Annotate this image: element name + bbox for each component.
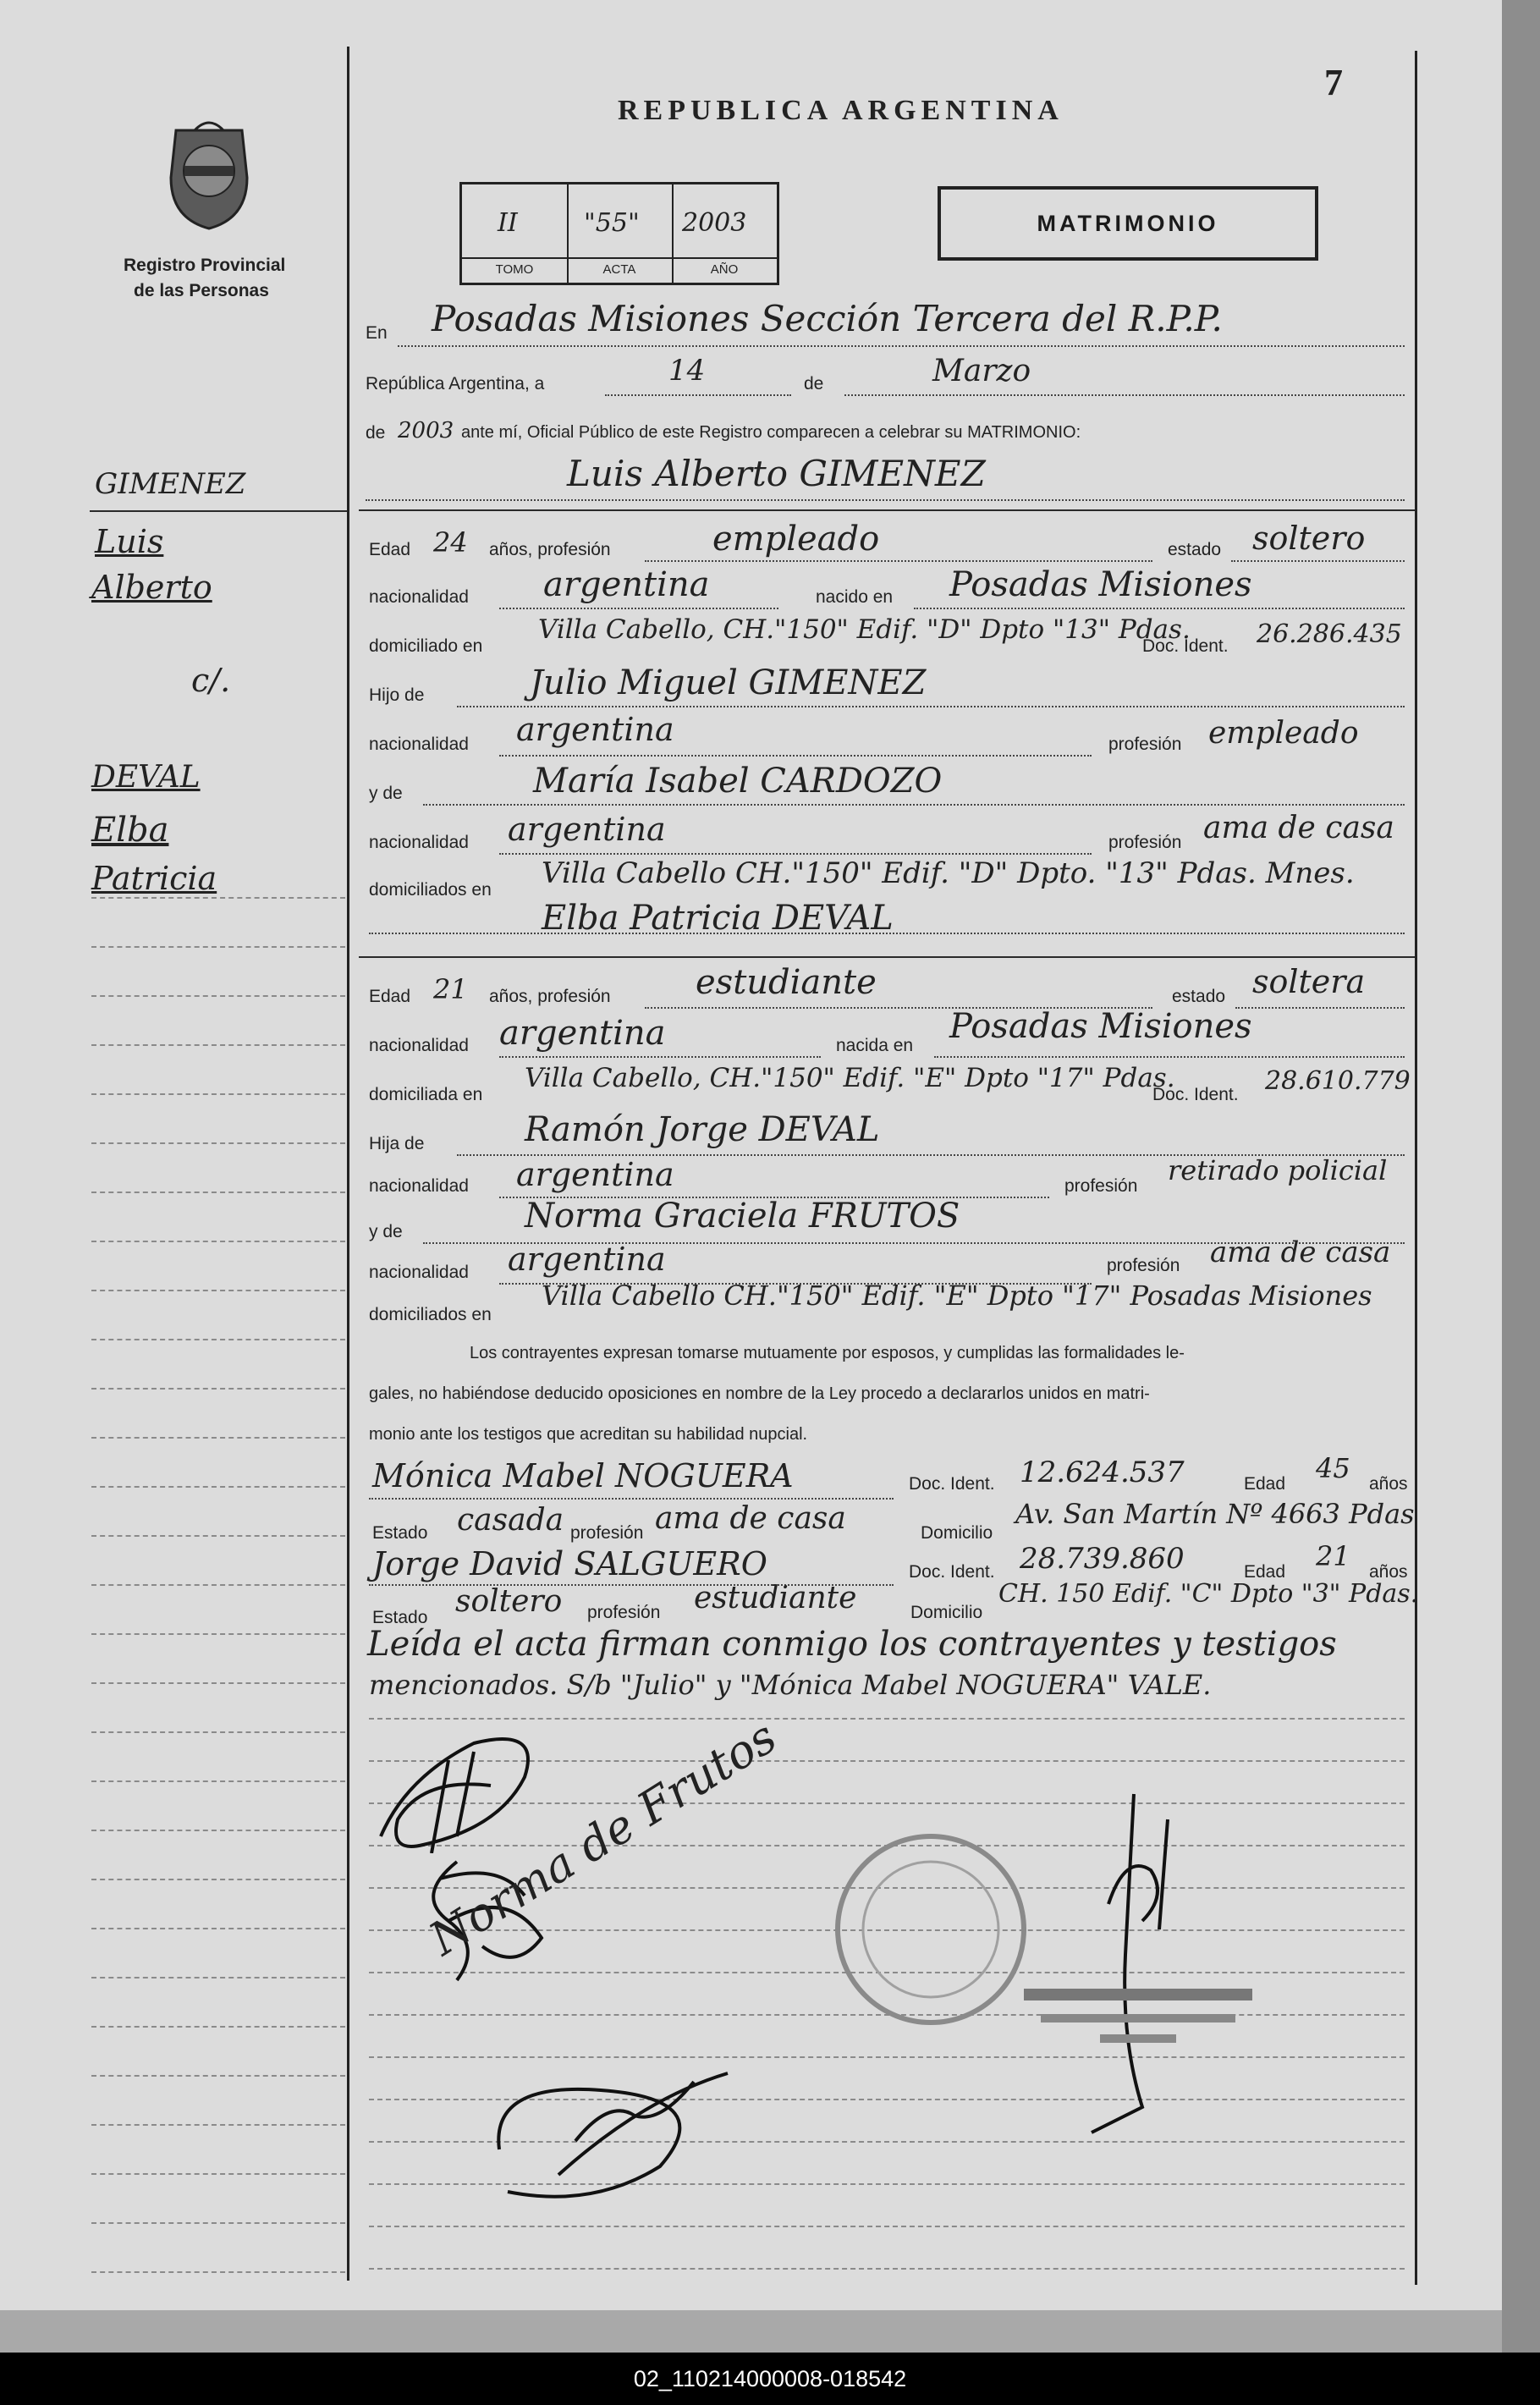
label-groom-father-prof: profesión bbox=[1108, 735, 1182, 754]
label-de-2: de bbox=[366, 423, 386, 443]
margin-groom-name1: Luis bbox=[95, 523, 164, 560]
groom-prof-line bbox=[645, 560, 1152, 562]
ano-value: 2003 bbox=[682, 208, 747, 238]
label-groom-dom: domiciliado en bbox=[369, 636, 483, 656]
groom-father-line bbox=[457, 706, 1405, 707]
groom-doc-number: 26.286.435 bbox=[1257, 619, 1402, 649]
witness-1-address: Av. San Martín Nº 4663 Pdas bbox=[1015, 1498, 1415, 1530]
bride-nac-line bbox=[499, 1056, 821, 1058]
label-bride-estado: estado bbox=[1172, 987, 1226, 1006]
label-bride-doc: Doc. Ident. bbox=[1152, 1085, 1239, 1104]
label-bride-mother-prof: profesión bbox=[1107, 1256, 1180, 1275]
label-bride-father-prof: profesión bbox=[1064, 1176, 1138, 1196]
label-groom-mother-nac: nacionalidad bbox=[369, 833, 469, 852]
label-witness-2-dom: Domicilio bbox=[910, 1603, 983, 1622]
margin-rule-line bbox=[91, 1928, 345, 1929]
margin-rule-line bbox=[91, 1830, 345, 1831]
acta-cell bbox=[567, 184, 674, 283]
label-rep-arg: República Argentina, a bbox=[366, 374, 545, 393]
margin-rule-line bbox=[91, 1731, 345, 1733]
bride-mother-name: Norma Graciela FRUTOS bbox=[525, 1197, 960, 1236]
bottom-scan-edge bbox=[0, 2310, 1502, 2353]
declaration-line-3: monio ante los testigos que acreditan su habilidad nupcial. bbox=[369, 1425, 808, 1444]
label-y-de: y de bbox=[369, 784, 403, 803]
bride-birthplace: Posadas Misiones bbox=[949, 1007, 1252, 1046]
groom-father-nationality: argentina bbox=[516, 711, 674, 748]
bride-parents-address: Villa Cabello CH."150" Edif. "E" Dpto "17" Posadas Misiones bbox=[542, 1280, 1372, 1312]
groom-mother-name: María Isabel CARDOZO bbox=[533, 762, 943, 801]
margin-connector: c/. bbox=[191, 662, 231, 699]
year-handwritten: 2003 bbox=[398, 418, 454, 443]
bride-estado-line bbox=[1235, 1007, 1405, 1009]
day-handwritten: 14 bbox=[668, 354, 706, 388]
label-witness-1-edad: Edad bbox=[1244, 1474, 1286, 1494]
groom-full-name: Luis Alberto GIMENEZ bbox=[567, 453, 986, 494]
witness-2-civil-status: soltero bbox=[455, 1584, 563, 1619]
label-groom-father-nac: nacionalidad bbox=[369, 735, 469, 754]
place-line bbox=[398, 345, 1405, 347]
section-divider-2 bbox=[359, 956, 1415, 958]
tomo-cell bbox=[462, 184, 569, 283]
margin-rule-line bbox=[91, 2271, 345, 2273]
signature-norma-frutos: Norma de Frutos bbox=[420, 1709, 786, 1966]
groom-address: Villa Cabello, CH."150" Edif. "D" Dpto "13" Pdas. bbox=[538, 614, 1191, 645]
bride-address: Villa Cabello, CH."150" Edif. "E" Dpto "17" Pdas. bbox=[525, 1063, 1175, 1093]
bride-father-profession: retirado policial bbox=[1168, 1154, 1388, 1186]
bride-birth-line bbox=[934, 1056, 1405, 1058]
groom-father-name: Julio Miguel GIMENEZ bbox=[530, 663, 927, 702]
declaration-line-1: Los contrayentes expresan tomarse mutuamente por esposos, y cumplidas las formalidades le- bbox=[470, 1344, 1185, 1362]
label-groom-parents-dom: domiciliados en bbox=[369, 880, 492, 900]
month-handwritten: Marzo bbox=[932, 354, 1031, 388]
margin-rule-line bbox=[91, 1093, 345, 1095]
bride-doc-number: 28.610.779 bbox=[1265, 1066, 1411, 1096]
page-number: 7 bbox=[1324, 62, 1343, 103]
acta-value: "55" bbox=[584, 208, 640, 238]
witness-2-doc: 28.739.860 bbox=[1020, 1542, 1185, 1576]
groom-mother-nac-line bbox=[499, 853, 1092, 855]
label-witness-1-estado: Estado bbox=[372, 1523, 428, 1543]
label-witness-1-prof: profesión bbox=[570, 1523, 644, 1543]
margin-bride-name2: Patricia bbox=[91, 860, 217, 897]
groom-father-profession: empleado bbox=[1208, 716, 1359, 751]
witness-1-age: 45 bbox=[1316, 1452, 1350, 1484]
margin-rule-line bbox=[91, 1044, 345, 1046]
image-caption: 02_110214000008-018542 bbox=[0, 2353, 1540, 2405]
label-bride-mother-nac: nacionalidad bbox=[369, 1263, 469, 1282]
declaration-line-2: gales, no habiéndose deducido oposiciones en nombre de la Ley procedo a declararlos unidos en matri- bbox=[369, 1384, 1150, 1403]
bottom-rule-line bbox=[369, 2226, 1405, 2227]
bottom-rule-line bbox=[369, 2268, 1405, 2270]
margin-groom-surname: GIMENEZ bbox=[95, 467, 246, 501]
closing-line-2: mencionados. S/b "Julio" y "Mónica Mabel NOGUERA" VALE. bbox=[369, 1669, 1212, 1701]
label-groom-nacido: nacido en bbox=[816, 587, 894, 607]
margin-rule-line bbox=[91, 1388, 345, 1390]
label-de: de bbox=[804, 374, 824, 393]
bride-mother-profession: ama de casa bbox=[1210, 1236, 1391, 1269]
right-scan-edge bbox=[1502, 0, 1540, 2353]
official-stamp bbox=[829, 1828, 1032, 2031]
margin-rule-line bbox=[91, 1682, 345, 1684]
bride-mother-nationality: argentina bbox=[508, 1241, 666, 1278]
day-line bbox=[605, 394, 791, 396]
witness-2-profession: estudiante bbox=[694, 1581, 857, 1615]
act-number-box bbox=[459, 182, 779, 285]
groom-mother-line bbox=[423, 804, 1405, 806]
witness-1-name: Mónica Mabel NOGUERA bbox=[372, 1457, 794, 1494]
groom-age: 24 bbox=[433, 526, 468, 559]
act-type-box: MATRIMONIO bbox=[938, 186, 1318, 261]
country-title: REPUBLICA ARGENTINA bbox=[618, 95, 1064, 126]
bride-nationality: argentina bbox=[499, 1014, 666, 1053]
witness-1-doc: 12.624.537 bbox=[1020, 1456, 1185, 1489]
witness-2-address: CH. 150 Edif. "C" Dpto "3" Pdas. bbox=[998, 1579, 1419, 1609]
official-name-stamp bbox=[1015, 1972, 1269, 2056]
label-bride-edad: Edad bbox=[369, 987, 411, 1006]
label-groom-anos: años, profesión bbox=[489, 540, 611, 559]
label-bride-nacida: nacida en bbox=[836, 1036, 914, 1055]
groom-mother-nationality: argentina bbox=[508, 811, 666, 848]
margin-rule-line bbox=[91, 2075, 345, 2077]
label-witness-2-edad: Edad bbox=[1244, 1562, 1286, 1582]
groom-estado-line bbox=[1231, 560, 1405, 562]
margin-rule-line bbox=[91, 2173, 345, 2175]
margin-rule-line bbox=[91, 1142, 345, 1144]
margin-rule-line bbox=[91, 946, 345, 948]
label-witness-2-prof: profesión bbox=[587, 1603, 661, 1622]
margin-bride-surname: DEVAL bbox=[91, 760, 201, 795]
label-hija-de: Hija de bbox=[369, 1134, 425, 1153]
bride-civil-status: soltera bbox=[1252, 963, 1366, 1000]
label-witness-2-estado: Estado bbox=[372, 1608, 428, 1627]
label-witness-1-doc: Doc. Ident. bbox=[909, 1474, 995, 1494]
bride-father-nationality: argentina bbox=[516, 1156, 674, 1193]
column-divider bbox=[347, 47, 349, 2281]
ano-label: AÑO bbox=[672, 257, 777, 277]
label-witness-1-anos: años bbox=[1369, 1474, 1408, 1494]
margin-rule-line bbox=[91, 2124, 345, 2126]
margin-rule-line bbox=[91, 1584, 345, 1586]
witness-1-civil-status: casada bbox=[457, 1503, 564, 1538]
margin-rule-line bbox=[91, 1191, 345, 1193]
margin-rule-line bbox=[91, 1535, 345, 1537]
witness-1-profession: ama de casa bbox=[655, 1501, 846, 1536]
witness-1-name-line bbox=[369, 1498, 894, 1500]
margin-underline bbox=[90, 510, 347, 512]
margin-rule-line bbox=[91, 1633, 345, 1635]
witness-2-age: 21 bbox=[1316, 1540, 1350, 1572]
bottom-rule-line bbox=[369, 1718, 1405, 1720]
groom-nac-line bbox=[499, 608, 778, 609]
label-bride-anos: años, profesión bbox=[489, 987, 611, 1006]
signature-4 bbox=[474, 2048, 745, 2209]
label-witness-1-dom: Domicilio bbox=[921, 1523, 993, 1543]
margin-rule-line bbox=[91, 1780, 345, 1782]
groom-birthplace: Posadas Misiones bbox=[949, 565, 1252, 604]
label-bride-father-nac: nacionalidad bbox=[369, 1176, 469, 1196]
margin-rule-line bbox=[91, 1977, 345, 1978]
margin-rule-line bbox=[91, 1339, 345, 1340]
registry-line-1: Registro Provincial bbox=[124, 256, 286, 275]
margin-rule-line bbox=[91, 897, 345, 899]
groom-civil-status: soltero bbox=[1252, 520, 1366, 557]
label-groom-nac: nacionalidad bbox=[369, 587, 469, 607]
closing-line-1: Leída el acta firman conmigo los contrayentes y testigos bbox=[367, 1625, 1337, 1664]
groom-birth-line bbox=[914, 608, 1405, 609]
ano-cell bbox=[672, 184, 777, 283]
month-line bbox=[844, 394, 1405, 396]
registry-line-2: de las Personas bbox=[134, 281, 269, 300]
tomo-label: TOMO bbox=[462, 257, 567, 277]
margin-rule-line bbox=[91, 1241, 345, 1242]
bride-profession: estudiante bbox=[696, 963, 877, 1002]
bride-age: 21 bbox=[433, 973, 468, 1005]
label-groom-edad: Edad bbox=[369, 540, 411, 559]
label-bride-nac: nacionalidad bbox=[369, 1036, 469, 1055]
label-groom-doc: Doc. Ident. bbox=[1142, 636, 1229, 656]
margin-rule-line bbox=[91, 2222, 345, 2224]
label-bride-dom: domiciliada en bbox=[369, 1085, 483, 1104]
signature-1 bbox=[372, 1726, 558, 1853]
label-groom-mother-prof: profesión bbox=[1108, 833, 1182, 852]
groom-mother-profession: ama de casa bbox=[1203, 811, 1394, 845]
margin-groom-name2: Alberto bbox=[91, 569, 212, 606]
label-bride-parents-dom: domiciliados en bbox=[369, 1305, 492, 1324]
section-divider-1 bbox=[359, 509, 1415, 511]
margin-rule-line bbox=[91, 995, 345, 997]
label-groom-estado: estado bbox=[1168, 540, 1222, 559]
right-border bbox=[1415, 51, 1417, 2285]
margin-rule-line bbox=[91, 1486, 345, 1488]
groom-father-nac-line bbox=[499, 755, 1092, 757]
label-witness-2-doc: Doc. Ident. bbox=[909, 1562, 995, 1582]
groom-nationality: argentina bbox=[543, 565, 710, 604]
signature-5 bbox=[1075, 1786, 1193, 2141]
groom-name-line bbox=[366, 499, 1405, 501]
margin-rule-line bbox=[91, 1879, 345, 1880]
place-handwritten: Posadas Misiones Sección Tercera del R.P.P. bbox=[432, 298, 1223, 339]
bride-father-name: Ramón Jorge DEVAL bbox=[525, 1110, 880, 1149]
margin-rule-line bbox=[91, 2026, 345, 2028]
label-bride-y-de: y de bbox=[369, 1222, 403, 1241]
acta-label: ACTA bbox=[567, 257, 672, 277]
bride-full-name: Elba Patricia DEVAL bbox=[542, 899, 894, 938]
tomo-value: II bbox=[498, 208, 518, 238]
margin-bride-name1: Elba bbox=[91, 811, 169, 850]
label-en: En bbox=[366, 323, 388, 343]
appearance-text: ante mí, Oficial Público de este Registro comparecen a celebrar su MATRIMONIO: bbox=[461, 423, 1081, 442]
groom-parents-address: Villa Cabello CH."150" Edif. "D" Dpto. "13" Pdas. Mnes. bbox=[542, 856, 1355, 890]
margin-rule-line bbox=[91, 1290, 345, 1291]
margin-rule-line bbox=[91, 1437, 345, 1439]
groom-profession: empleado bbox=[712, 520, 880, 559]
label-witness-2-anos: años bbox=[1369, 1562, 1408, 1582]
witness-2-name: Jorge David SALGUERO bbox=[372, 1545, 767, 1582]
coat-of-arms-seal bbox=[159, 118, 259, 233]
label-hijo-de: Hijo de bbox=[369, 685, 425, 705]
